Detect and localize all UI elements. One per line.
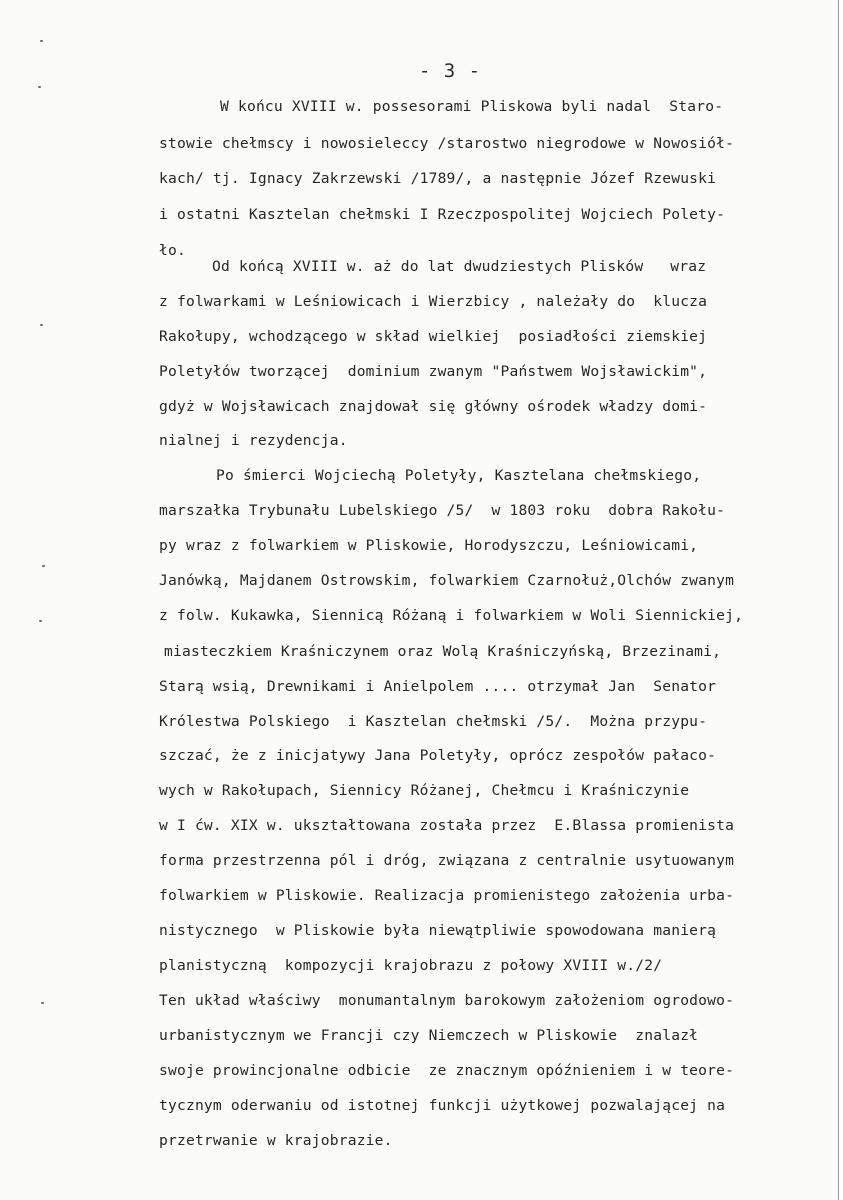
- text-line: folwarkiem w Pliskowie. Realizacja promienistego założenia urba-: [159, 887, 735, 904]
- text-line: Królestwa Polskiego i Kasztelan chełmski /5/. Można przypu-: [159, 713, 708, 730]
- text-line: swoje prowincjonalne odbicie ze znacznym opóźnieniem i w teore-: [159, 1062, 735, 1079]
- text-line: Po śmierci Wojciechą Poletyły, Kasztelana chełmskiego,: [216, 467, 702, 484]
- text-line: marszałka Trybunału Lubelskiego /5/ w 1803 roku dobra Rakołu-: [159, 502, 726, 519]
- text-line: Ten układ właściwy monumantalnym barokowym założeniom ogrodowo-: [159, 992, 735, 1009]
- text-line: stowie chełmscy i nowosieleccy /starostwo niegrodowe w Nowosiół-: [159, 135, 735, 152]
- scan-speck: [41, 1002, 44, 1004]
- text-line: Starą wsią, Drewnikami i Anielpolem .... otrzymał Jan Senator: [159, 678, 717, 695]
- text-line: tycznym oderwaniu od istotnej funkcji użytkowej pozwalającej na: [159, 1097, 726, 1114]
- text-line: Od końcą XVIII w. aż do lat dwudziestych Plisków wraz: [212, 258, 707, 275]
- text-line: W końcu XVIII w. possesorami Pliskowa byli nadal Staro-: [220, 98, 724, 115]
- text-line: przetrwanie w krajobrazie.: [159, 1132, 393, 1149]
- text-line: i ostatni Kasztelan chełmski I Rzeczpospolitej Wojciech Polety-: [159, 206, 726, 223]
- text-line: z folwarkami w Leśniowicach i Wierzbicy , należały do klucza: [159, 293, 708, 310]
- scan-speck: [40, 324, 43, 326]
- text-line: Poletyłów tworzącej dominium zwanym "Państwem Wojsławickim",: [159, 363, 708, 380]
- page-number: - 3 -: [418, 60, 482, 82]
- text-line: z folw. Kukawka, Siennicą Różaną i folwarkiem w Woli Siennickiej,: [159, 607, 744, 624]
- scan-speck: [42, 565, 45, 567]
- text-line: planistyczną kompozycji krajobrazu z połowy XVIII w./2/: [159, 957, 663, 974]
- text-line: miasteczkiem Kraśniczynem oraz Wolą Kraśniczyńską, Brzezinami,: [164, 643, 722, 660]
- text-line: gdyż w Wojsławicach znajdował się główny ośrodek władzy domi-: [159, 398, 708, 415]
- text-line: szczać, że z inicjatywy Jana Poletyły, oprócz zespołów pałaco-: [159, 747, 717, 764]
- text-line: Rakołupy, wchodzącego w skład wielkiej posiadłości ziemskiej: [159, 328, 708, 345]
- scan-speck: [38, 86, 41, 88]
- text-line: forma przestrzenna pól i dróg, związana z centralnie usytuowanym: [159, 852, 735, 869]
- text-line: nistycznego w Pliskowie była niewątpliwie spowodowana manierą: [159, 922, 717, 939]
- text-line: w I ćw. XIX w. ukształtowana została przez E.Blassa promienista: [159, 817, 735, 834]
- text-line: wych w Rakołupach, Siennicy Różanej, Chełmcu i Kraśniczynie: [159, 782, 690, 799]
- text-line: urbanistycznym we Francji czy Niemczech w Pliskowie znalazł: [159, 1027, 699, 1044]
- scan-speck: [39, 620, 42, 622]
- text-line: py wraz z folwarkiem w Pliskowie, Horodyszczu, Leśniowicami,: [159, 537, 699, 554]
- text-line: nialnej i rezydencja.: [159, 432, 348, 449]
- scan-speck: [40, 40, 43, 42]
- text-line: kach/ tj. Ignacy Zakrzewski /1789/, a następnie Józef Rzewuski: [159, 170, 717, 187]
- text-line: Janówką, Majdanem Ostrowskim, folwarkiem Czarnołuż,Olchów zwanym: [159, 572, 735, 589]
- text-line: ło.: [159, 242, 186, 259]
